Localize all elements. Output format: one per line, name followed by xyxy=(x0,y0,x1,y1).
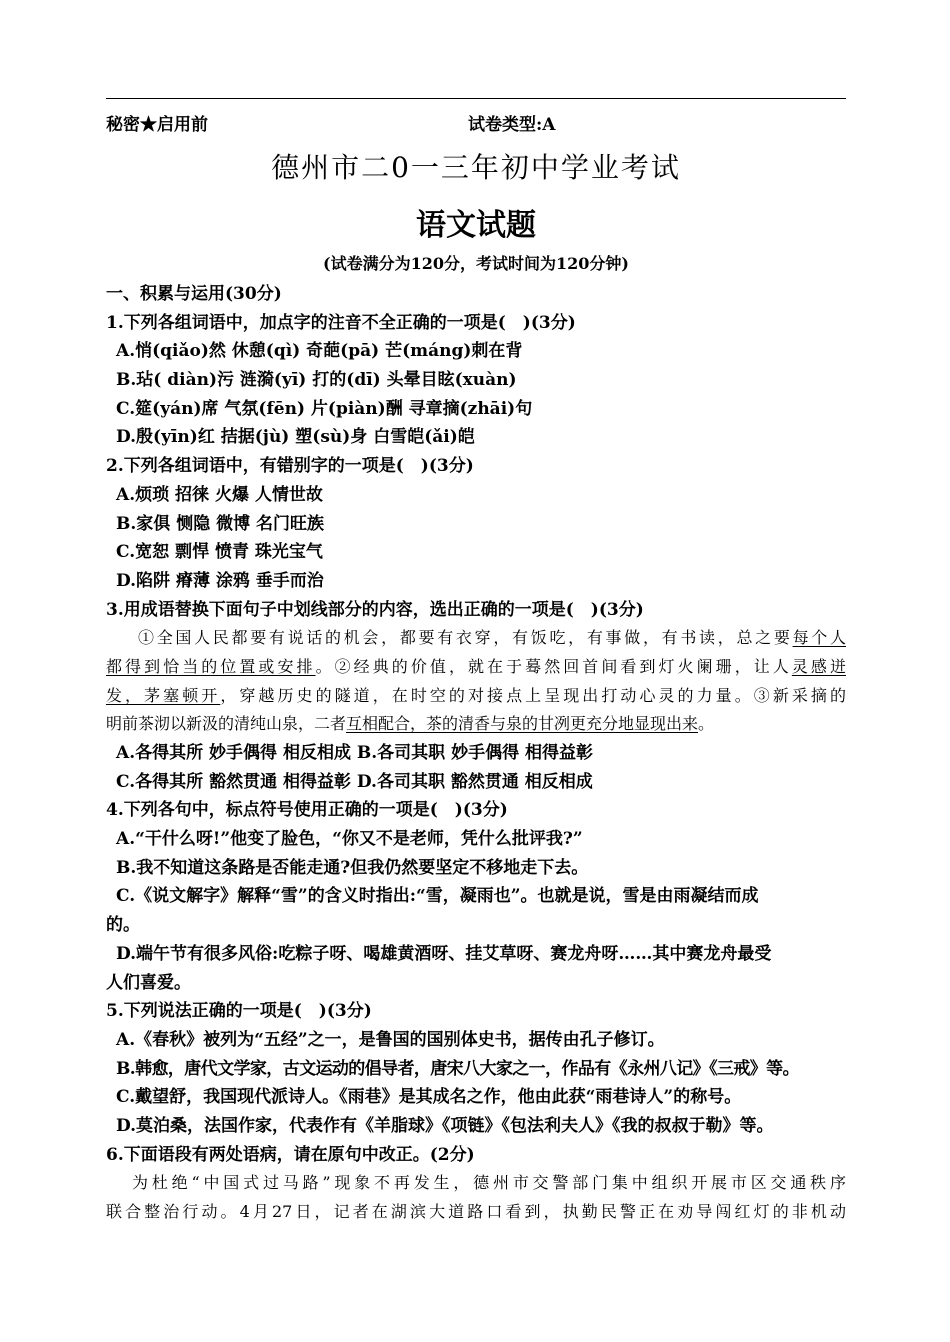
q4-option-c-line-1: C.《说文解字》解释“雪”的含义时指出:“雪，凝雨也”。也就是说，雪是由雨凝结而成 xyxy=(116,886,759,907)
q2-option-d: D.陷阱 瘠薄 涂鸦 垂手而治 xyxy=(116,570,324,591)
q5-option-a: A.《春秋》被列为“五经”之一，是鲁国的国别体史书，据传由孔子修订。 xyxy=(116,1029,665,1050)
q3-passage-line-2: 都得到恰当的位置或安排。②经典的价值，就在于蓦然回首间看到灯火阑珊，让人灵感迸 xyxy=(106,656,846,676)
q3-passage-line-1: ①全国人民都要有说话的机会，都要有衣穿，有饭吃，有事做，有书读，总之要每个人 xyxy=(138,628,846,648)
q3-passage-line-4: 明前茶沏以新汲的清纯山泉，二者互相配合，茶的清香与泉的甘冽更充分地显现出来。 xyxy=(106,714,715,734)
q3-stem: 3.用成语替换下面句子中划线部分的内容，选出正确的一项是( )(3分) xyxy=(106,599,644,620)
q6-passage-line-2: 联合整治行动。4月27日，记者在湖滨大道路口看到，执勤民警正在劝导闯红灯的非机动 xyxy=(106,1202,846,1221)
q4-option-c-line-2: 的。 xyxy=(106,915,140,936)
q2-option-a: A.烦琐 招徕 火爆 人情世故 xyxy=(116,484,323,505)
q5-option-c: C.戴望舒，我国现代派诗人。《雨巷》是其成名之作，他由此获“雨巷诗人”的称号。 xyxy=(116,1087,742,1108)
subject-title: 语文试题 xyxy=(416,208,536,243)
paper-type-label: 试卷类型:A xyxy=(468,115,556,135)
q6-stem: 6.下面语段有两处语病，请在原句中改正。(2分) xyxy=(106,1144,475,1165)
q1-stem: 1.下列各组词语中，加点字的注音不全正确的一项是( )(3分) xyxy=(106,312,576,333)
secret-label: 秘密★启用前 xyxy=(106,115,208,135)
exam-note: (试卷满分为120分，考试时间为120分钟) xyxy=(323,254,629,273)
q1-option-c: C.筵(yán)席 气氛(fēn) 片(piàn)酬 寻章摘(zhāi)句 xyxy=(116,398,533,419)
q4-option-a: A.“干什么呀!”他变了脸色，“你又不是老师，凭什么批评我?” xyxy=(116,829,583,850)
q1-option-b: B.玷( diàn)污 涟漪(yī) 打的(dī) 头晕目眩(xuàn) xyxy=(116,370,517,391)
q1-option-d: D.殷(yīn)红 拮据(jù) 塑(sù)身 白雪皑(ǎi)皑 xyxy=(116,427,475,448)
q5-option-d: D.莫泊桑，法国作家，代表作有《羊脂球》《项链》《包法利夫人》《我的叔叔于勒》等。 xyxy=(116,1115,774,1136)
header-rule xyxy=(106,98,846,99)
q1-option-a: A.悄(qiǎo)然 休憩(qì) 奇葩(pā) 芒(máng)刺在背 xyxy=(116,341,523,362)
q5-stem: 5.下列说法正确的一项是( )(3分) xyxy=(106,1001,372,1022)
q4-option-d-line-1: D.端午节有很多风俗:吃粽子呀、喝雄黄酒呀、挂艾草呀、赛龙舟呀……其中赛龙舟最受 xyxy=(116,943,772,964)
q3-passage-line-3: 发，茅塞顿开，穿越历史的隧道，在时空的对接点上呈现出打动心灵的力量。③新采摘的 xyxy=(106,685,846,705)
q3-options-cd: C.各得其所 豁然贯通 相得益彰 D.各司其职 豁然贯通 相反相成 xyxy=(116,771,593,792)
q4-stem: 4.下列各句中，标点符号使用正确的一项是( )(3分) xyxy=(106,800,508,821)
section-heading: 一、积累与运用(30分) xyxy=(106,284,282,304)
q2-stem: 2.下列各组词语中，有错别字的一项是( )(3分) xyxy=(106,456,474,477)
exam-body xyxy=(106,280,846,1227)
q6-passage-line-1: 为杜绝“中国式过马路”现象不再发生，德州市交警部门集中组织开展市区交通秩序 xyxy=(132,1173,846,1193)
q2-option-c: C.宽恕 剽悍 愤青 珠光宝气 xyxy=(116,542,323,563)
q4-option-d-line-2: 人们喜爱。 xyxy=(106,972,191,993)
q4-option-b: B.我不知道这条路是否能走通?但我仍然要坚定不移地走下去。 xyxy=(116,857,589,878)
q2-option-b: B.家俱 恻隐 微博 名门旺族 xyxy=(116,513,325,534)
header-row xyxy=(106,110,846,136)
exam-title: 德州市二0一三年初中学业考试 xyxy=(271,151,681,184)
q5-option-b: B.韩愈，唐代文学家，古文运动的倡导者，唐宋八大家之一，作品有《永州八记》《三戒》等。 xyxy=(116,1058,799,1079)
q3-options-ab: A.各得其所 妙手偶得 相反相成 B.各司其职 妙手偶得 相得益彰 xyxy=(116,743,593,763)
